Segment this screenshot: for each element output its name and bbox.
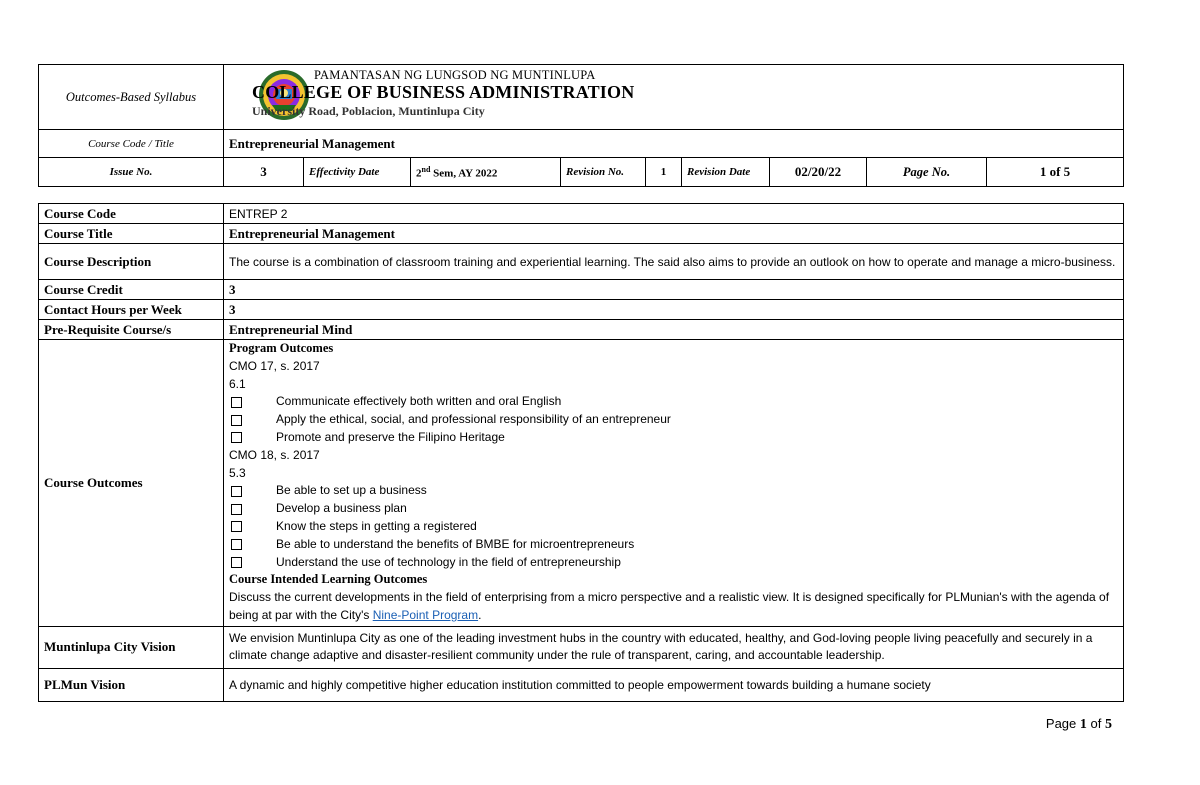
revision-label: Revision No.: [561, 158, 646, 187]
cmo-reference: CMO 18, s. 2017: [229, 447, 320, 462]
checkbox-icon: [231, 539, 242, 550]
table-row: [39, 224, 1124, 244]
table-row: [39, 340, 1124, 627]
table-row: [39, 668, 1124, 701]
issue-value: 3: [224, 158, 304, 187]
prerequisite-value: Entrepreneurial Mind: [224, 320, 1124, 340]
revision-value: 1: [646, 158, 682, 187]
row-label: Course Credit: [39, 280, 224, 300]
cmo-section: 5.3: [229, 465, 246, 480]
table-row: [39, 320, 1124, 340]
course-code-title-label: Course Code / Title: [39, 130, 224, 158]
course-code-value: ENTREP 2: [224, 204, 1124, 224]
cmo-reference: CMO 17, s. 2017: [229, 358, 320, 373]
table-row: [39, 280, 1124, 300]
list-item: Be able to set up a business: [229, 482, 1118, 500]
checkbox-icon: [231, 521, 242, 532]
list-item: Promote and preserve the Filipino Heritage: [229, 429, 1118, 447]
table-row: [39, 300, 1124, 320]
row-label: Course Code: [39, 204, 224, 224]
row-label: Course Outcomes: [39, 340, 224, 627]
checkbox-icon: [231, 432, 242, 443]
cilo-heading: Course Intended Learning Outcomes: [229, 572, 428, 587]
institution-block: [224, 65, 1124, 130]
plmun-vision-value: A dynamic and highly competitive higher education institution committed to people empowerment towards building a humane society: [224, 668, 1124, 701]
row-label: Course Description: [39, 244, 224, 280]
program-outcomes-heading: Program Outcomes: [229, 341, 334, 355]
college-address: University Road, Poblacion, Muntinlupa City: [252, 104, 485, 118]
issue-label: Issue No.: [39, 158, 224, 187]
effectivity-value: 2nd Sem, AY 2022: [411, 158, 561, 187]
revision-date-value: 02/20/22: [770, 158, 867, 187]
row-label: Muntinlupa City Vision: [39, 626, 224, 668]
footer-page-word: Page: [1045, 716, 1077, 731]
effectivity-label: Effectivity Date: [304, 158, 411, 187]
university-name: PAMANTASAN NG LUNGSOD NG MUNTINLUPA: [314, 68, 596, 82]
row-label: Course Title: [39, 224, 224, 244]
cilo-text: Discuss the current developments in the field of enterprising from a micro perspective and a realistic view. It is designed specifically for PLMunian's with the agenda of being at par with the City's Nine-Point Program.: [229, 590, 1110, 622]
syllabus-label: Outcomes-Based Syllabus: [39, 65, 224, 130]
footer-total-pages: 5: [1105, 717, 1112, 732]
row-label: Contact Hours per Week: [39, 300, 224, 320]
course-code-title-value: Entrepreneurial Management: [224, 130, 1124, 158]
list-item: Know the steps in getting a registered: [229, 518, 1118, 536]
footer-current-page: 1: [1079, 717, 1087, 732]
course-description-value: The course is a combination of classroom training and experiential learning. The said also aims to provide an outlook on how to operate and manage a micro-business.: [224, 244, 1124, 280]
syllabus-table: [38, 203, 1124, 702]
contact-hours-value: 3: [224, 300, 1124, 320]
course-credit-value: 3: [224, 280, 1124, 300]
list-item: Understand the use of technology in the field of entrepreneurship: [229, 554, 1118, 572]
table-row: [39, 204, 1124, 224]
table-row: [39, 244, 1124, 280]
revision-date-label: Revision Date: [682, 158, 770, 187]
city-vision-value: We envision Muntinlupa City as one of the leading investment hubs in the country with educated, healthy, and God-loving people living peacefully and securely in a climate change adaptive and disaster-resilient community under the rule of transparent, caring, and accountable leadership.: [224, 626, 1124, 668]
course-outcomes-cell: [224, 340, 1124, 627]
checkbox-icon: [231, 486, 242, 497]
header-table: [38, 64, 1124, 187]
course-title-value: Entrepreneurial Management: [224, 224, 1124, 244]
nine-point-program-link[interactable]: Nine-Point Program: [372, 607, 479, 622]
list-item: Develop a business plan: [229, 500, 1118, 518]
cmo-section: 6.1: [229, 376, 246, 391]
list-item: Communicate effectively both written and oral English: [229, 393, 1118, 411]
row-label: Pre-Requisite Course/s: [39, 320, 224, 340]
checkbox-icon: [231, 557, 242, 568]
row-label: PLMun Vision: [39, 668, 224, 701]
checkbox-icon: [231, 415, 242, 426]
college-name: COLLEGE OF BUSINESS ADMINISTRATION: [252, 82, 635, 102]
page-value: 1 of 5: [987, 158, 1124, 187]
list-item: Be able to understand the benefits of BMBE for microentrepreneurs: [229, 536, 1118, 554]
checkbox-icon: [231, 397, 242, 408]
list-item: Apply the ethical, social, and professional responsibility of an entrepreneur: [229, 411, 1118, 429]
page-label: Page No.: [867, 158, 987, 187]
checkbox-icon: [231, 504, 242, 515]
footer-of-word: of: [1090, 716, 1102, 731]
table-row: [39, 626, 1124, 668]
page-footer: [1046, 716, 1112, 733]
